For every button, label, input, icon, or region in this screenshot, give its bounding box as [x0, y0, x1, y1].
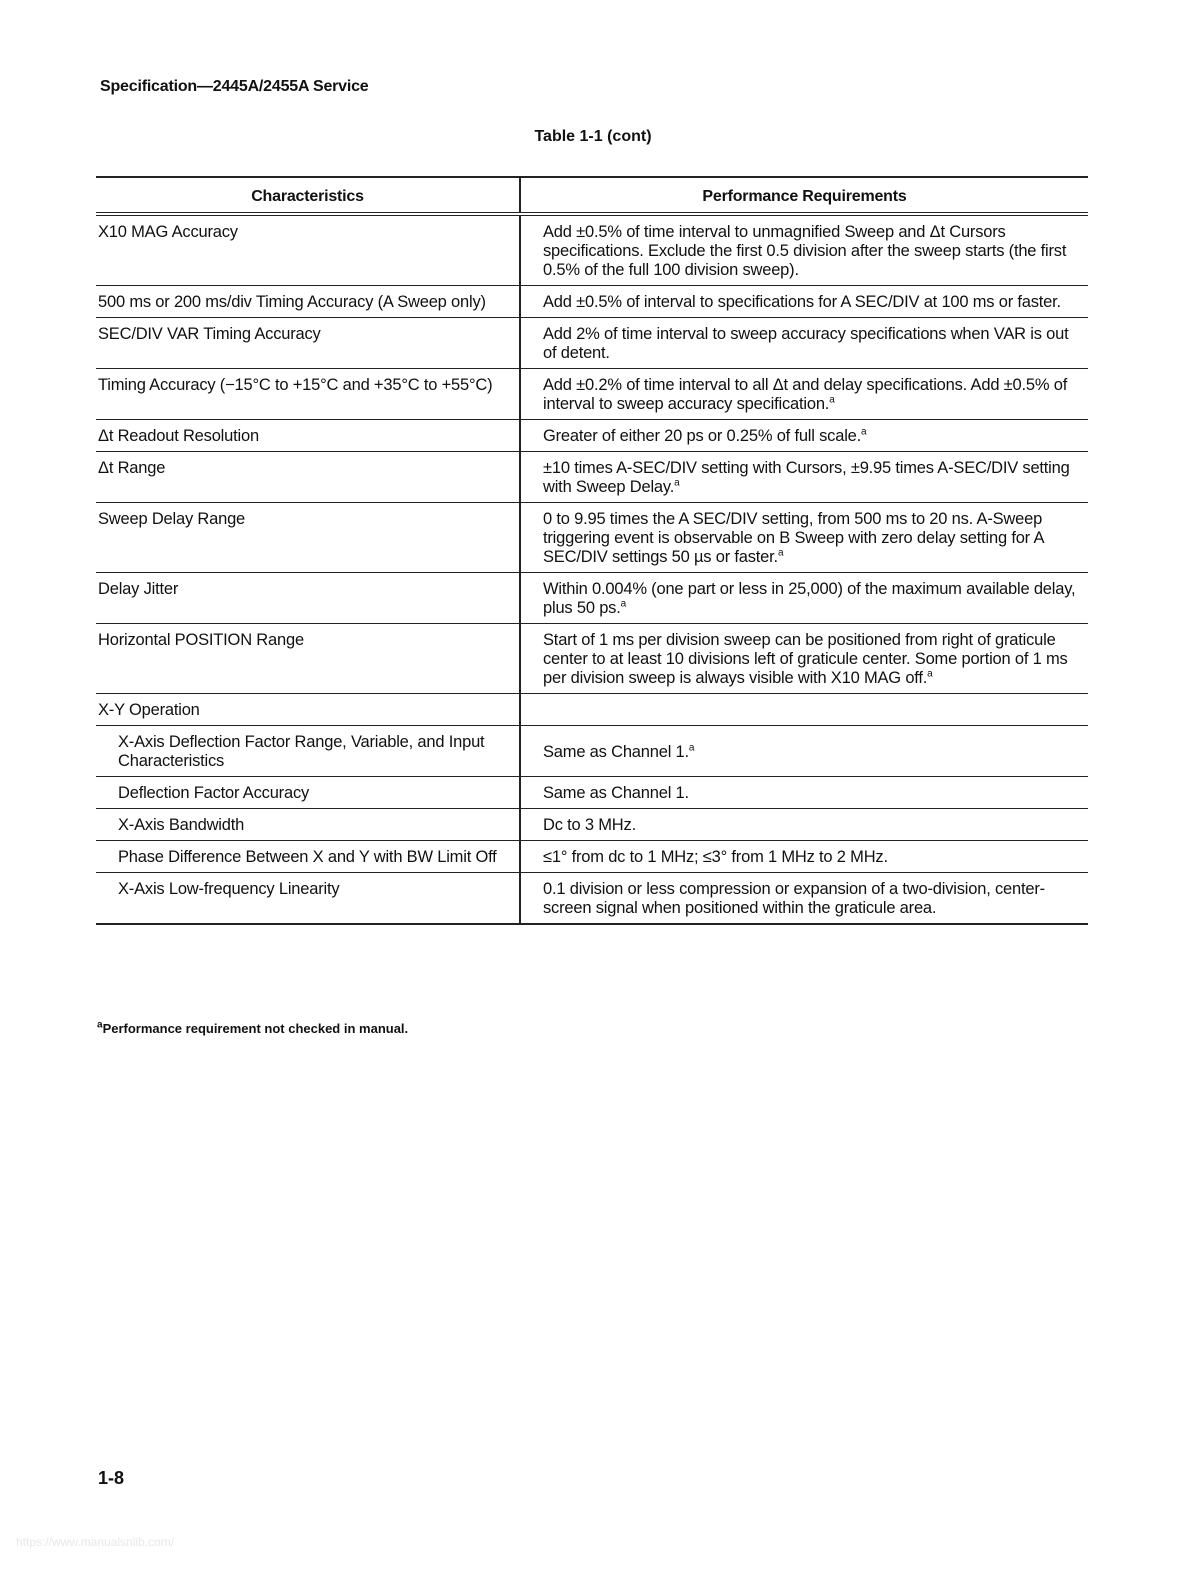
requirement-cell-text: Same as Channel 1.	[543, 742, 689, 761]
table-header-row	[96, 177, 1088, 214]
table-row	[96, 777, 1088, 809]
characteristic-cell-text: Δt Range	[98, 459, 166, 477]
table-row	[96, 624, 1088, 694]
characteristic-cell-text: X10 MAG Accuracy	[98, 223, 238, 241]
page-number: 1-8	[98, 1468, 125, 1488]
table-row	[96, 420, 1088, 452]
table-row	[96, 503, 1088, 573]
requirement-cell-text: ±10 times A-SEC/DIV setting with Cursors, ±9.95 times A-SEC/DIV setting with Sweep Delay.	[543, 459, 1070, 496]
characteristic-cell	[96, 726, 520, 777]
footnote-ref: a	[829, 394, 835, 406]
requirement-cell	[520, 369, 1088, 420]
footnote-ref: a	[777, 547, 784, 559]
footnote-ref: a	[620, 598, 626, 610]
characteristic-cell-text: SEC/DIV VAR Timing Accuracy	[98, 325, 321, 343]
table-row	[96, 452, 1088, 503]
requirement-cell-text: Add ±0.5% of interval to specifications for A SEC/DIV at 100 ms or faster.	[543, 293, 1061, 311]
footnote	[97, 1021, 408, 1036]
table-row	[96, 214, 1088, 286]
requirement-cell	[520, 420, 1088, 452]
characteristic-cell	[96, 841, 520, 873]
running-head: Specification—2445A/2455A Service	[100, 78, 369, 95]
table-row	[96, 841, 1088, 873]
footnote-ref: a	[688, 742, 695, 753]
requirement-cell	[520, 503, 1088, 573]
footnote-text: Performance requirement not checked in manual.	[102, 1021, 409, 1036]
requirement-cell-text: 0.1 division or less compression or expansion of a two-division, center-screen signal when positioned within the graticule area.	[543, 880, 1045, 917]
table-row	[96, 726, 1088, 777]
footnote-ref: a	[674, 477, 680, 489]
table-row	[96, 369, 1088, 420]
table-row	[96, 573, 1088, 624]
characteristic-cell	[96, 369, 520, 420]
characteristic-cell	[96, 873, 520, 925]
requirement-cell-text: Add 2% of time interval to sweep accuracy specifications when VAR is out of detent.	[543, 325, 1069, 362]
characteristic-cell	[96, 214, 520, 286]
characteristic-cell-text: Phase Difference Between X and Y with BW Limit Off	[118, 848, 497, 866]
group-heading-row	[96, 694, 1088, 726]
characteristic-cell	[96, 452, 520, 503]
table-caption: Table 1-1 (cont)	[534, 128, 652, 145]
requirement-cell	[520, 873, 1088, 925]
characteristic-cell-text: Horizontal POSITION Range	[98, 631, 304, 649]
watermark-url: https://www.manualsnlib.com/	[16, 1535, 175, 1549]
characteristic-cell-text: Timing Accuracy (−15°C to +15°C and +35°C to +55°C)	[98, 376, 493, 394]
characteristic-cell	[96, 503, 520, 573]
table-row	[96, 286, 1088, 318]
requirement-cell	[520, 318, 1088, 369]
characteristic-cell-text: Sweep Delay Range	[98, 510, 246, 528]
characteristic-cell	[96, 624, 520, 694]
specification-table	[96, 176, 1088, 925]
requirement-cell-text: Within 0.004% (one part or less in 25,000) of the maximum available delay, plus 50 ps.	[543, 580, 1076, 617]
requirement-cell	[520, 286, 1088, 318]
requirement-cell	[520, 452, 1088, 503]
column-header-requirements: Performance Requirements	[520, 177, 1088, 214]
footnote-ref: a	[927, 668, 933, 680]
requirement-cell-text: ≤1° from dc to 1 MHz; ≤3° from 1 MHz to 2 MHz.	[543, 848, 888, 866]
table-row	[96, 318, 1088, 369]
characteristic-cell-text: Delay Jitter	[98, 580, 179, 598]
requirement-cell-text: Same as Channel 1.	[543, 784, 689, 802]
requirement-cell-text: Add ±0.2% of time interval to all Δt and delay specifications. Add ±0.5% of interval to sweep accuracy specification.	[543, 376, 1068, 413]
characteristic-cell	[96, 420, 520, 452]
table-row	[96, 809, 1088, 841]
table-body	[96, 214, 1088, 924]
table-row	[96, 873, 1088, 925]
group-heading-empty	[520, 694, 1088, 726]
characteristic-cell	[96, 286, 520, 318]
requirement-cell	[520, 777, 1088, 809]
requirement-cell-text: Add ±0.5% of time interval to unmagnified Sweep and Δt Cursors specifications. Exclude the first 0.5 division after the sweep starts (the first 0.5% of the full 100 division sweep).	[543, 223, 1067, 279]
characteristic-cell	[96, 809, 520, 841]
column-header-characteristics: Characteristics	[96, 177, 520, 214]
group-heading: X-Y Operation	[96, 694, 520, 726]
requirement-cell	[520, 214, 1088, 286]
requirement-cell	[520, 573, 1088, 624]
requirement-cell	[520, 726, 1088, 777]
requirement-cell-text: 0 to 9.95 times the A SEC/DIV setting, from 500 ms to 20 ns. A-Sweep triggering event is observable on B Sweep with zero delay setting for A SEC/DIV settings 50 µs or faster.	[543, 510, 1044, 566]
requirement-cell-text: Dc to 3 MHz.	[543, 816, 636, 834]
characteristic-cell-text: X-Axis Low-frequency Linearity	[118, 880, 340, 898]
requirement-cell	[520, 841, 1088, 873]
requirement-cell-text: Greater of either 20 ps or 0.25% of full scale.	[543, 427, 862, 445]
characteristic-cell	[96, 573, 520, 624]
characteristic-cell-text: X-Axis Deflection Factor Range, Variable, and Input Characteristics	[118, 733, 485, 770]
characteristic-cell	[96, 777, 520, 809]
characteristic-cell-text: Δt Readout Resolution	[98, 427, 259, 445]
footnote-marker: a	[97, 1019, 103, 1031]
characteristic-cell-text: Deflection Factor Accuracy	[118, 784, 310, 802]
characteristic-cell-text: X-Axis Bandwidth	[118, 816, 245, 834]
characteristic-cell-text: 500 ms or 200 ms/div Timing Accuracy (A Sweep only)	[98, 293, 486, 311]
requirement-cell	[520, 809, 1088, 841]
requirement-cell	[520, 624, 1088, 694]
characteristic-cell	[96, 318, 520, 369]
requirement-cell-text: Start of 1 ms per division sweep can be positioned from right of graticule center to at least 10 divisions left of graticule center. Some portion of 1 ms per division sweep is always visible with X10 MAG off.	[543, 631, 1068, 687]
footnote-ref: a	[861, 426, 867, 438]
